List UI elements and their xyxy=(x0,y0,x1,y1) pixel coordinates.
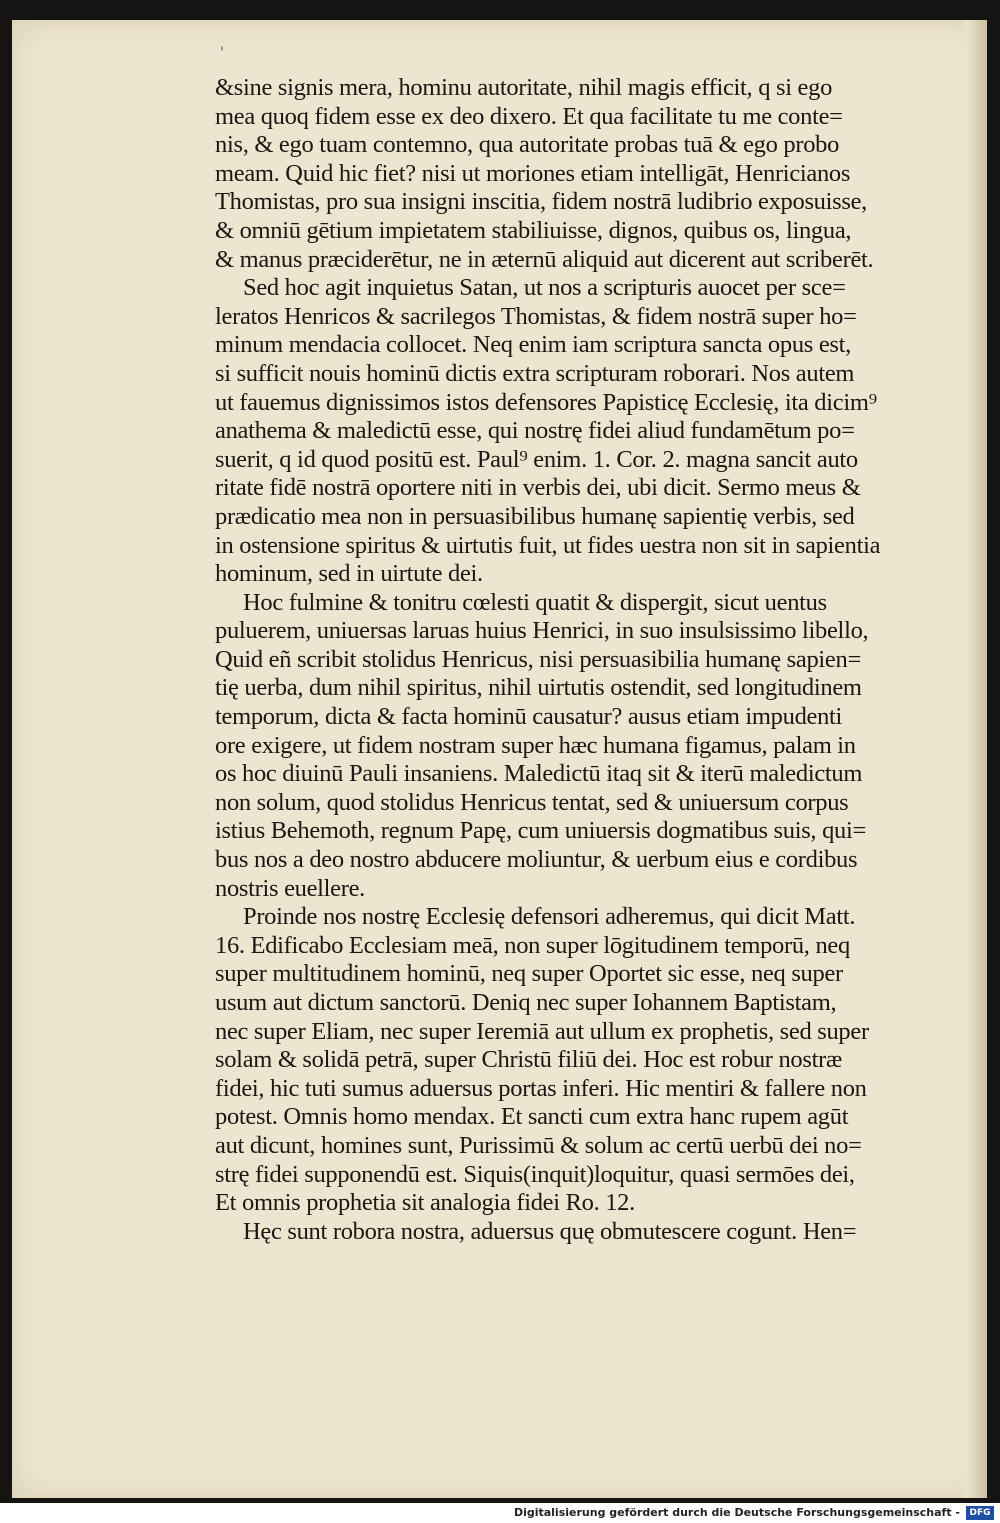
text-line: minum mendacia collocet. Neq enim iam scriptura sancta opus est, xyxy=(215,331,851,359)
text-line: temporum, dicta & facta hominū causatur? ausus etiam impudenti xyxy=(215,703,843,731)
text-line: potest. Omnis homo mendax. Et sancti cum extra hanc rupem agūt xyxy=(215,1103,849,1131)
text-line: ore exigere, ut fidem nostram super hæc humana figamus, palam in xyxy=(215,731,856,759)
text-line: 16. Edificabo Ecclesiam meā, non super lōgitudinem temporū, neq xyxy=(215,931,850,959)
text-line: & manus præciderētur, ne in æternū aliquid aut dicerent aut scriberēt. xyxy=(215,245,874,273)
text-line: istius Behemoth, regnum Papę, cum uniuersis dogmatibus suis, qui= xyxy=(215,817,867,845)
text-line: nostris euellere. xyxy=(215,874,366,902)
text-line: os hoc diuinū Pauli insaniens. Maledictū itaq sit & iterū maledictum xyxy=(215,760,863,788)
text-line: ritate fidē nostrā oportere niti in verbis dei, ubi dicit. Sermo meus & xyxy=(215,474,861,502)
text-line: &sine signis mera, hominu autoritate, nihil magis efficit, q si ego xyxy=(215,74,833,101)
text-line: nec super Eliam, nec super Ieremiā aut ullum ex prophetis, sed super xyxy=(215,1017,869,1045)
text-line: Sed hoc agit inquietus Satan, ut nos a scripturis auocet per sce= xyxy=(243,274,846,302)
text-line: aut dicunt, homines sunt, Purissimū & solum ac certū uerbū dei no= xyxy=(215,1131,862,1159)
text-line: Hęc sunt robora nostra, aduersus quę obmutescere cogunt. Hen= xyxy=(243,1217,857,1245)
text-line: meam. Quid hic fiet? nisi ut moriones etiam intelligāt, Henricianos xyxy=(215,159,851,187)
text-line: suerit, q id quod positū est. Paul⁹ enim. 1. Cor. 2. magna sancit auto xyxy=(215,445,858,473)
page-edge xyxy=(965,20,987,1498)
footer-bar xyxy=(0,1503,1000,1523)
text-line: fidei, hic tuti sumus aduersus portas inferi. Hic mentiri & fallere non xyxy=(215,1074,867,1102)
text-line: puluerem, uniuersas laruas huius Henrici, in suo insulsissimo libello, xyxy=(215,617,869,645)
text-line: in ostensione spiritus & uirtutis fuit, ut fides uestra non sit in sapientia xyxy=(215,531,881,559)
digitization-credit: Digitalisierung gefördert durch die Deutsche Forschungsgemeinschaft - xyxy=(513,1506,960,1519)
text-line: non solum, quod stolidus Henricus tentat, sed & uniuersum corpus xyxy=(215,788,849,816)
body-text xyxy=(215,74,960,1246)
text-line: Et omnis prophetia sit analogia fidei Ro. 12. xyxy=(215,1189,635,1217)
text-line: & omniū gētium impietatem stabiliuisse, dignos, quibus os, lingua, xyxy=(215,216,852,244)
text-line: si sufficit nouis hominū dictis extra scripturam roborari. Nos autem xyxy=(215,359,855,387)
text-line: ut fauemus dignissimos istos defensores Papisticę Ecclesię, ita dicim⁹ xyxy=(215,388,877,416)
page-mark: ' xyxy=(220,45,224,61)
text-line: Proinde nos nostrę Ecclesię defensori adheremus, qui dicit Matt. xyxy=(243,903,856,931)
text-line: anathema & maledictū esse, qui nostrę fidei aliud fundamētum po= xyxy=(215,417,855,445)
text-line: hominum, sed in uirtute dei. xyxy=(215,560,483,588)
text-line: usum aut dictum sanctorū. Deniq nec super Iohannem Baptistam, xyxy=(215,989,837,1016)
text-line: tię uerba, dum nihil spiritus, nihil uirtutis ostendit, sed longitudinem xyxy=(215,674,862,702)
text-line: prædicatio mea non in persuasibilibus humanę sapientię verbis, sed xyxy=(215,502,855,530)
text-line: Thomistas, pro sua insigni inscitia, fidem nostrā ludibrio exposuisse, xyxy=(215,188,867,216)
text-line: strę fidei supponendū est. Siquis(inquit)loquitur, quasi sermōes dei, xyxy=(215,1160,855,1188)
text-line: solam & solidā petrā, super Christū filiū dei. Hoc est robur nostræ xyxy=(215,1046,843,1074)
text-line: super multitudinem hominū, neq super Oportet sic esse, neq super xyxy=(215,960,843,988)
text-line: bus nos a deo nostro abducere moliuntur, & uerbum eius e cordibus xyxy=(215,846,858,874)
text-line: Quid eñ scribit stolidus Henricus, nisi persuasibilia humanę sapien= xyxy=(215,645,861,673)
dfg-logo: DFG xyxy=(966,1506,994,1520)
text-line: mea quoq fidem esse ex deo dixero. Et qua facilitate tu me conte= xyxy=(215,102,843,130)
text-line: leratos Henricos & sacrilegos Thomistas, & fidem nostrā super ho= xyxy=(215,302,857,330)
text-line: nis, & ego tuam contemno, qua autoritate probas tuā & ego probo xyxy=(215,131,840,159)
text-line: Hoc fulmine & tonitru cœlesti quatit & dispergit, sicut uentus xyxy=(243,588,827,616)
